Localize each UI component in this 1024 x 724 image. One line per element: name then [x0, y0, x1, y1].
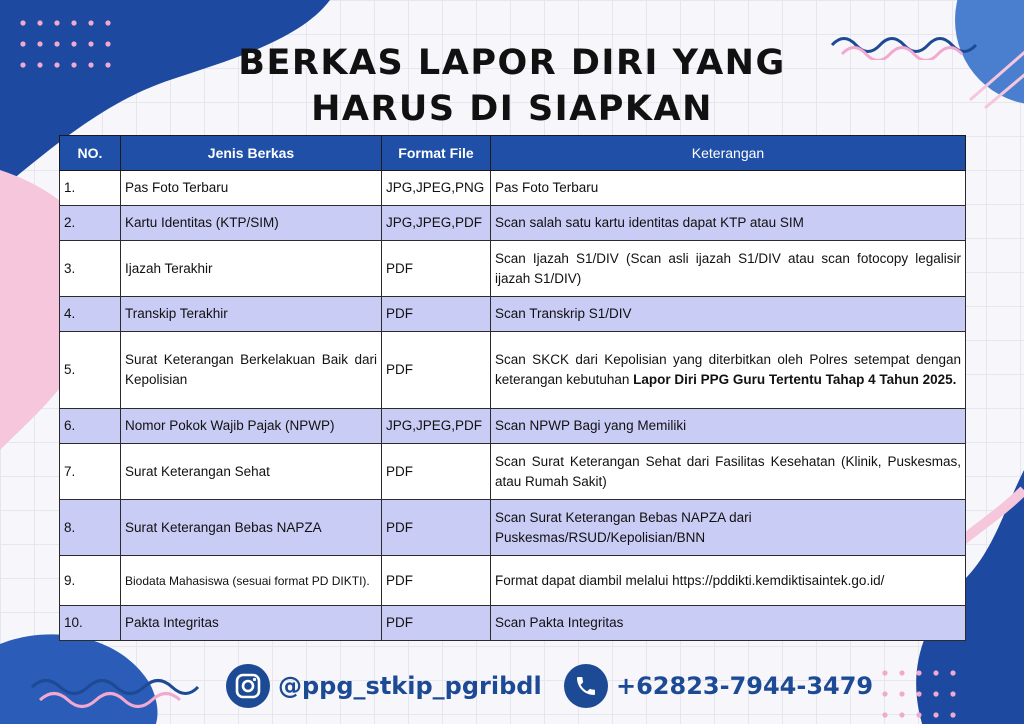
table-row: [60, 332, 966, 409]
cell-keterangan: Scan Transkrip S1/DIV: [491, 297, 966, 332]
header-no: NO.: [60, 136, 121, 171]
cell-no: 8.: [60, 500, 121, 556]
cell-format: PDF: [382, 297, 491, 332]
page-title: [0, 40, 1024, 132]
cell-jenis: Surat Keterangan Berkelakuan Baik dari Kepolisian: [121, 332, 382, 409]
cell-format: PDF: [382, 444, 491, 500]
table-row: [60, 444, 966, 500]
header-format-file: Format File: [382, 136, 491, 171]
cell-keterangan: Scan Surat Keterangan Sehat dari Fasilitas Kesehatan (Klinik, Puskesmas, atau Rumah Sakit): [491, 444, 966, 500]
instagram-contact[interactable]: [226, 662, 542, 710]
table-row: [60, 500, 966, 556]
cell-jenis: Pakta Integritas: [121, 606, 382, 641]
cell-jenis: Surat Keterangan Sehat: [121, 444, 382, 500]
table-row: [60, 606, 966, 641]
table-row: [60, 206, 966, 241]
cell-format: JPG,JPEG,PDF: [382, 409, 491, 444]
table-header-row: [60, 136, 966, 171]
table-row: [60, 409, 966, 444]
berkas-table: [59, 135, 966, 641]
cell-no: 2.: [60, 206, 121, 241]
cell-format: PDF: [382, 606, 491, 641]
cell-keterangan: Scan Ijazah S1/DIV (Scan asli ijazah S1/DIV atau scan fotocopy legalisir ijazah S1/DIV): [491, 241, 966, 297]
table-row: [60, 297, 966, 332]
title-line-1: BERKAS LAPOR DIRI YANG: [238, 43, 786, 83]
phone-icon: [564, 664, 608, 708]
cell-no: 3.: [60, 241, 121, 297]
table-row: [60, 556, 966, 606]
cell-keterangan: Scan salah satu kartu identitas dapat KTP atau SIM: [491, 206, 966, 241]
dots-bottom-right: [880, 668, 980, 720]
phone-number: +62823-7944-3479: [616, 672, 874, 700]
phone-contact[interactable]: [564, 662, 873, 710]
keterangan-bold-text: Lapor Diri PPG Guru Tertentu Tahap 4 Tahun 2025.: [633, 372, 957, 387]
cell-keterangan: Scan NPWP Bagi yang Memiliki: [491, 409, 966, 444]
cell-jenis: Biodata Mahasiswa (sesuai format PD DIKTI).: [121, 556, 382, 606]
cell-keterangan: [491, 332, 966, 409]
header-keterangan: Keterangan: [491, 136, 966, 171]
wave-bottom-left: [30, 672, 200, 712]
instagram-icon: [226, 664, 270, 708]
cell-no: 10.: [60, 606, 121, 641]
cell-jenis: Surat Keterangan Bebas NAPZA: [121, 500, 382, 556]
title-line-2: HARUS DI SIAPKAN: [311, 89, 713, 129]
cell-jenis: Transkip Terakhir: [121, 297, 382, 332]
cell-format: PDF: [382, 556, 491, 606]
header-jenis-berkas: Jenis Berkas: [121, 136, 382, 171]
cell-jenis: Pas Foto Terbaru: [121, 171, 382, 206]
cell-format: PDF: [382, 500, 491, 556]
keterangan-text: Scan SKCK dari Kepolisian yang diterbitkan oleh Polres setempat dengan keterangan kebutuhan: [495, 352, 961, 387]
cell-format: PDF: [382, 241, 491, 297]
cell-format: JPG,JPEG,PNG: [382, 171, 491, 206]
instagram-handle: @ppg_stkip_pgribdl: [278, 672, 542, 700]
cell-keterangan: Pas Foto Terbaru: [491, 171, 966, 206]
cell-jenis: Ijazah Terakhir: [121, 241, 382, 297]
cell-no: 6.: [60, 409, 121, 444]
cell-format: JPG,JPEG,PDF: [382, 206, 491, 241]
cell-keterangan: Format dapat diambil melalui https://pddikti.kemdiktisaintek.go.id/: [491, 556, 966, 606]
cell-no: 1.: [60, 171, 121, 206]
cell-no: 4.: [60, 297, 121, 332]
table-row: [60, 171, 966, 206]
cell-no: 5.: [60, 332, 121, 409]
cell-keterangan: Scan Pakta Integritas: [491, 606, 966, 641]
cell-format: PDF: [382, 332, 491, 409]
cell-jenis: Nomor Pokok Wajib Pajak (NPWP): [121, 409, 382, 444]
cell-no: 9.: [60, 556, 121, 606]
cell-keterangan: Scan Surat Keterangan Bebas NAPZA dari Puskesmas/RSUD/Kepolisian/BNN: [491, 500, 966, 556]
cell-no: 7.: [60, 444, 121, 500]
cell-jenis: Kartu Identitas (KTP/SIM): [121, 206, 382, 241]
table-row: [60, 241, 966, 297]
